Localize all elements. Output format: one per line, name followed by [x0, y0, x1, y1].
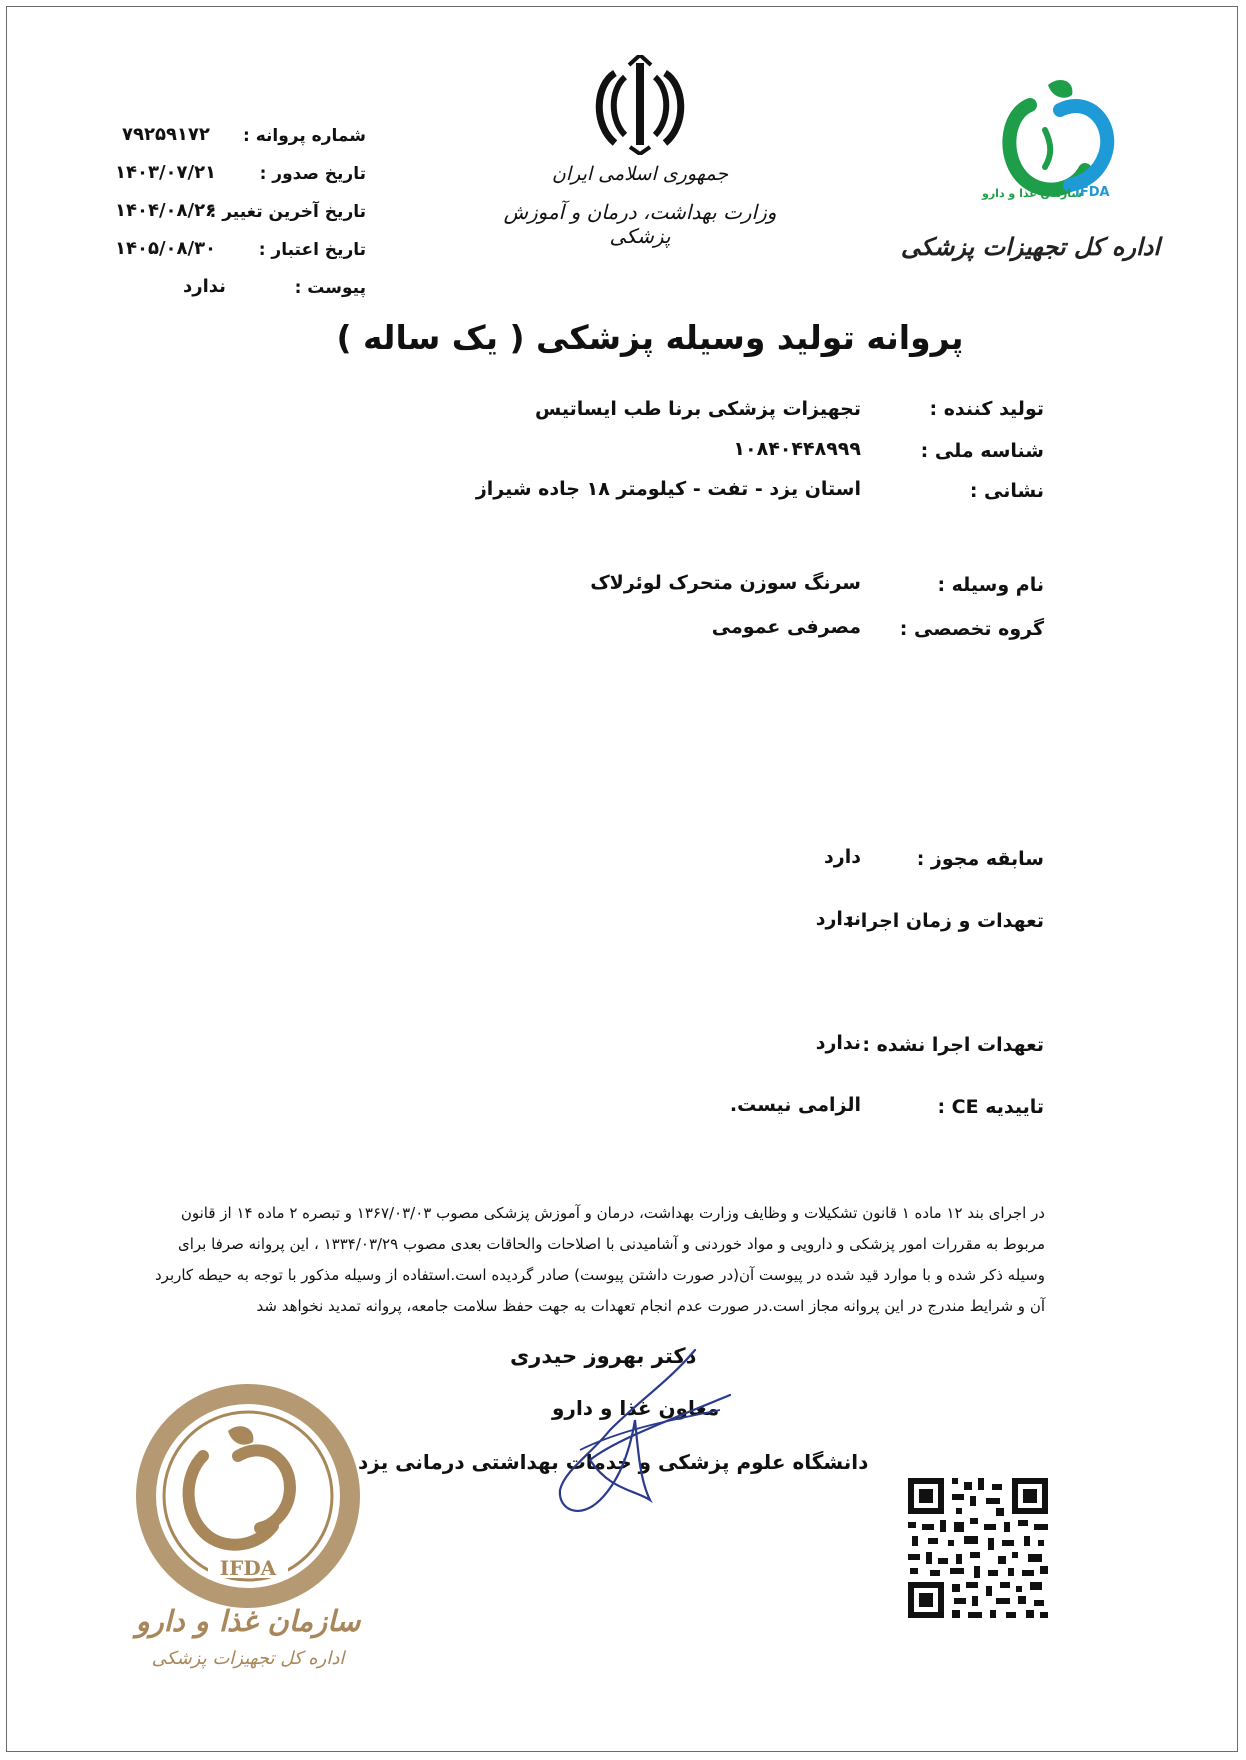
iran-emblem-icon — [585, 55, 695, 155]
ifda-logo-abbr: IFDA — [1075, 185, 1110, 200]
legal-line: آن و شرایط مندرج در این پروانه مجاز است.در صورت عدم انجام تعهدات به جهت حفظ سلامت جامعه، پروانه تمدید نخواهد شد — [256, 1297, 1045, 1315]
ifda-seal-icon — [128, 1376, 368, 1616]
manufacturer-value: تجهیزات پزشکی برنا طب ایساتیس — [534, 398, 861, 420]
iran-emblem — [585, 55, 695, 155]
attachment-value: ندارد — [183, 276, 226, 297]
license-number-label: شماره پروانه : — [242, 126, 366, 146]
last-change-value: ۱۴۰۴/۰۸/۲۶ — [115, 200, 217, 221]
legal-line: در اجرای بند ۱۲ ماده ۱ قانون تشکیلات و وظایف وزارت بهداشت، درمان و آموزش پزشکی مصوب ۱۳۶۷/۰۳/۰۳ و تبصره ۲ ماده ۱۴ از قانون — [180, 1204, 1045, 1222]
issue-date-label: تاریخ صدور : — [259, 164, 366, 184]
validity-label: تاریخ اعتبار : — [258, 240, 366, 260]
ifda-dept-label: اداره کل تجهیزات پزشکی — [900, 232, 1160, 261]
address-label: نشانی : — [969, 480, 1044, 502]
qr-code — [908, 1478, 1048, 1618]
signatory-organization: دانشگاه علوم پزشکی و خدمات بهداشتی درمانی یزد — [358, 1450, 869, 1474]
national-id-value: ۱۰۸۴۰۴۴۸۹۹۹ — [733, 438, 861, 460]
unfulfilled-value: ندارد — [815, 1032, 861, 1054]
attachment-label: پیوست : — [294, 278, 366, 298]
legal-line: وسیله ذکر شده و با موارد قید شده در پیوست آن(در صورت داشتن پیوست) صادر گردیده است.استفاده از وسیله مذکور با توجه به حیطه کاربرد — [154, 1266, 1045, 1284]
license-number-value: ۷۹۲۵۹۱۷۲ — [122, 124, 210, 145]
license-history-value: دارد — [824, 846, 861, 868]
device-name-value: سرنگ سوزن متحرک لوئرلاک — [590, 572, 861, 594]
legal-text — [135, 1198, 1045, 1322]
issue-date-value: ۱۴۰۳/۰۷/۲۱ — [115, 162, 217, 183]
seal-abbr: IFDA — [219, 1556, 277, 1580]
handwritten-signature — [520, 1340, 740, 1540]
signatory-name: دکتر بهروز حیدری — [510, 1344, 697, 1368]
national-id-label: شناسه ملی : — [920, 440, 1044, 462]
page-title: پروانه تولید وسیله پزشکی ( یک ساله ) — [336, 318, 964, 357]
seal-caption: سازمان غذا و دارو — [135, 1604, 361, 1638]
manufacturer-label: تولید کننده : — [929, 398, 1044, 420]
commitments-label: تعهدات و زمان اجرا : — [846, 910, 1044, 932]
commitments-value: ندارد — [815, 908, 861, 930]
emblem-line1: جمهوری اسلامی ایران — [551, 163, 729, 185]
seal-dept: اداره کل تجهیزات پزشکی — [151, 1648, 345, 1669]
ifda-logo — [982, 75, 1130, 215]
group-label: گروه تخصصی : — [899, 618, 1044, 640]
legal-line: مربوط به مقررات امور پزشکی و دارویی و مواد خوردنی و آشامیدنی با اصلاحات والحاقات بعدی مصوب ۱۳۳۴/۰۳/۲۹ ، این پروانه صرفا برای — [177, 1235, 1045, 1253]
emblem-line2: وزارت بهداشت، درمان و آموزش پزشکی — [503, 200, 777, 248]
ce-label: تاییدیه CE : — [937, 1096, 1044, 1118]
address-value: استان یزد - تفت - کیلومتر ۱۸ جاده شیراز — [475, 478, 861, 500]
signatory-position: معاون غذا و دارو — [552, 1396, 720, 1420]
validity-value: ۱۴۰۵/۰۸/۳۰ — [115, 238, 217, 259]
group-value: مصرفی عمومی — [711, 616, 861, 638]
device-name-label: نام وسیله : — [937, 574, 1044, 596]
ce-value: الزامی نیست. — [729, 1094, 861, 1116]
license-history-label: سابقه مجوز : — [916, 848, 1044, 870]
unfulfilled-label: تعهدات اجرا نشده : — [862, 1034, 1044, 1056]
ifda-logo-caption: سازمان غذا و دارو — [982, 187, 1083, 200]
last-change-label: تاریخ آخرین تغییر : — [209, 202, 366, 222]
ifda-seal — [128, 1376, 368, 1676]
